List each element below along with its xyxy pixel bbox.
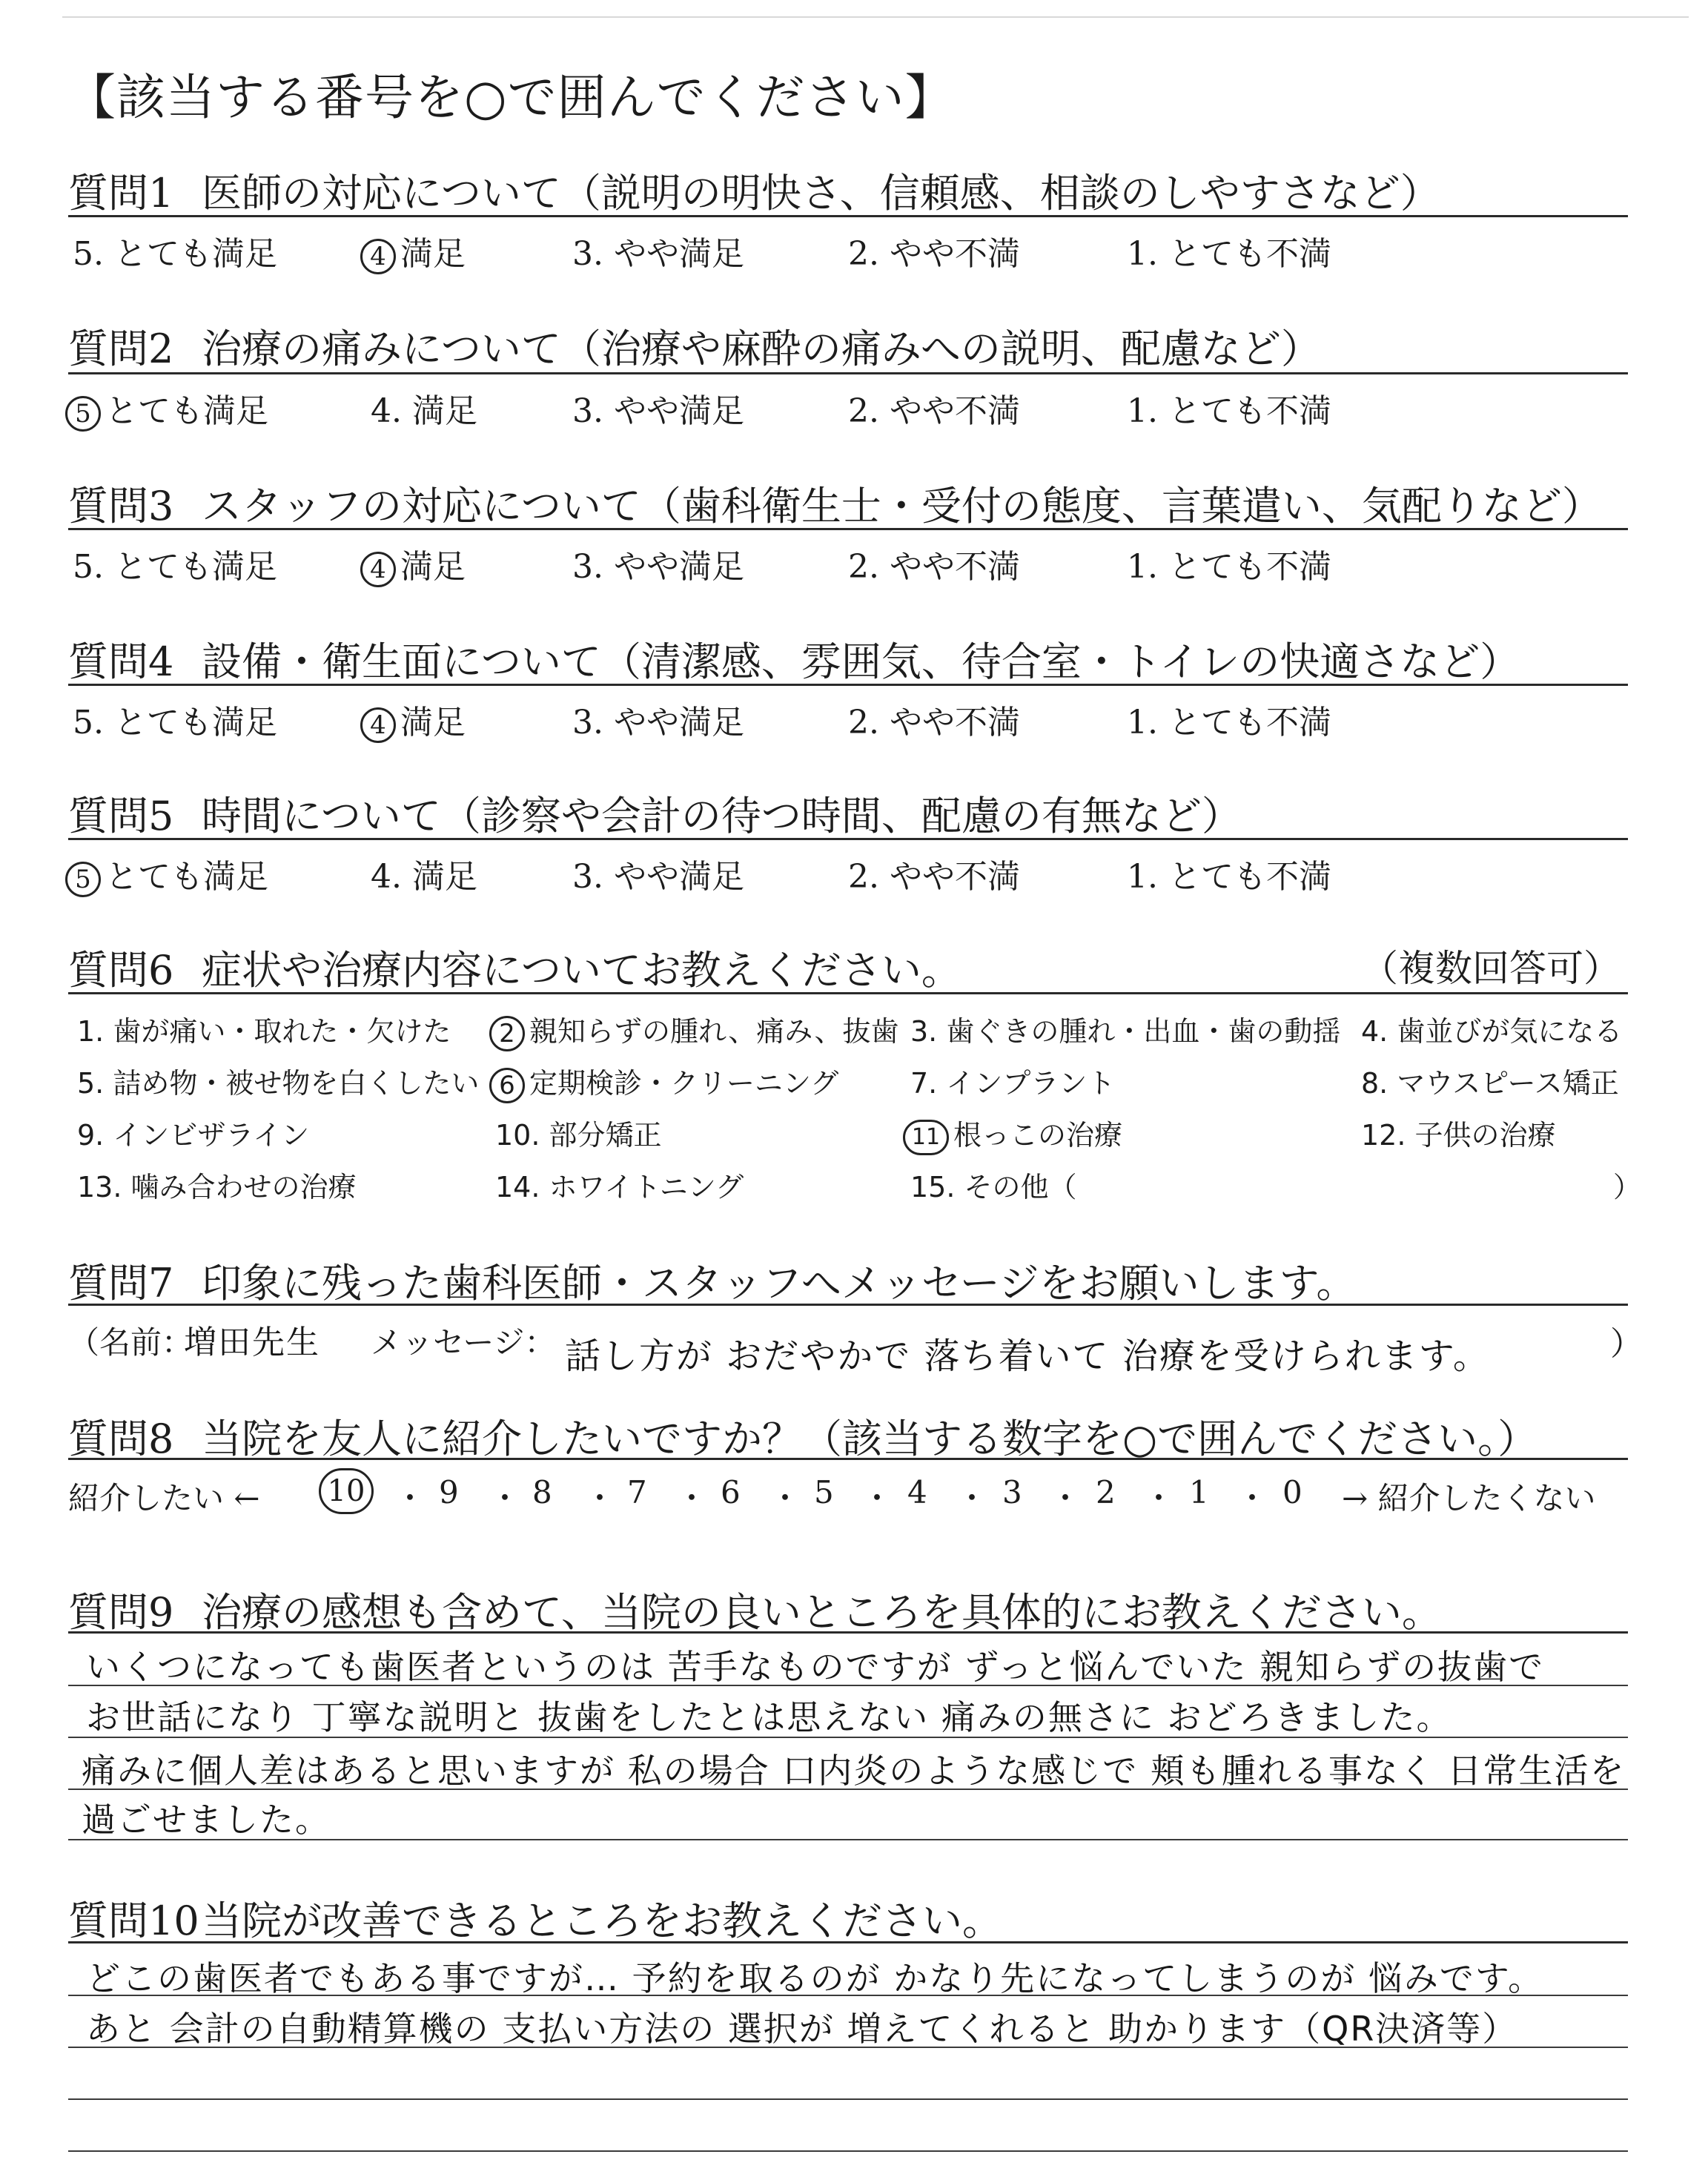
- q4-option-4-selected[interactable]: [360, 696, 466, 743]
- answer-line: [68, 1995, 1628, 1996]
- q6-item-7[interactable]: 7. インプラント: [910, 1067, 1116, 1100]
- q1-option-3[interactable]: 3. やや満足: [572, 235, 744, 273]
- q8-sep: ・: [394, 1480, 426, 1516]
- answer-line: [68, 1737, 1628, 1738]
- q3-rule: [68, 528, 1628, 530]
- q5-number: 質問5: [68, 793, 174, 839]
- q8-score-2[interactable]: 2: [1096, 1474, 1116, 1510]
- q8-sep: ・: [956, 1480, 988, 1516]
- q10-answer-line-1[interactable]: どこの歯医者でもある事ですが… 予約を取るのが かなり先になってしまうのが 悩みです。: [86, 1958, 1544, 1998]
- q6-item-1[interactable]: 1. 歯が痛い・取れた・欠けた: [77, 1015, 451, 1048]
- q1-option-4-selected[interactable]: [360, 227, 466, 274]
- q6-item-9[interactable]: 9. インビザライン: [77, 1119, 310, 1152]
- q3-heading: [68, 475, 1602, 532]
- q5-option-1[interactable]: 1. とても不満: [1127, 858, 1331, 896]
- q6-item-15[interactable]: 15. その他（: [910, 1171, 1077, 1203]
- q8-sep: ・: [769, 1480, 801, 1516]
- answer-line: [68, 1839, 1628, 1840]
- q6-note: （複数回答可）: [1361, 947, 1621, 990]
- q7-rule: [68, 1304, 1628, 1306]
- q5-heading: [68, 785, 1242, 842]
- q8-rule: [68, 1458, 1628, 1460]
- q9-answer-line-1[interactable]: いくつになっても歯医者というのは 苦手なものですが ずっと悩んでいた 親知らずの抜歯で: [86, 1647, 1545, 1687]
- selection-circle: 6: [489, 1068, 525, 1103]
- q10-text: 当院が改善できるところをお教えください。: [202, 1898, 1002, 1944]
- q6-item-5[interactable]: 5. 詰め物・被せ物を白くしたい: [77, 1067, 480, 1100]
- q9-answer-line-4[interactable]: 過ごせました。: [82, 1800, 331, 1840]
- q3-option-1[interactable]: 1. とても不満: [1127, 548, 1331, 586]
- answer-line: [68, 2047, 1628, 2048]
- selection-circle: 4: [360, 707, 396, 743]
- q8-sep: ・: [676, 1480, 708, 1516]
- q7-name-value[interactable]: 増田先生: [184, 1324, 320, 1361]
- q4-option-5[interactable]: 5. とても満足: [73, 704, 277, 742]
- top-border: [62, 16, 1689, 18]
- q8-score-6[interactable]: 6: [721, 1474, 741, 1510]
- q9-heading: [68, 1581, 1442, 1638]
- q1-rule: [68, 215, 1628, 217]
- q8-score-7[interactable]: 7: [627, 1474, 647, 1510]
- q4-number: 質問4: [68, 638, 174, 685]
- q8-sep: ・: [584, 1480, 616, 1516]
- q5-rule: [68, 838, 1628, 840]
- q6-item-6-selected[interactable]: [489, 1060, 838, 1103]
- q8-number: 質問8: [68, 1416, 174, 1462]
- selection-circle: 2: [489, 1016, 525, 1051]
- q10-number: 質問10: [68, 1898, 199, 1944]
- q6-item-2-selected[interactable]: [489, 1008, 899, 1051]
- q8-score-1[interactable]: 1: [1189, 1474, 1209, 1510]
- q6-item-13[interactable]: 13. 噛み合わせの治療: [77, 1171, 357, 1203]
- q8-sep: ・: [861, 1480, 893, 1516]
- q10-answer-line-2[interactable]: あと 会計の自動精算機の 支払い方法の 選択が 増えてくれると 助かります（QR決済等）: [86, 2009, 1518, 2049]
- q8-score-0[interactable]: 0: [1282, 1474, 1302, 1510]
- selection-circle: 4: [360, 552, 396, 587]
- q8-text: 当院を友人に紹介したいですか？（該当する数字を○で囲んでください。）: [202, 1416, 1538, 1462]
- q5-option-4[interactable]: 4. 満足: [371, 858, 477, 896]
- q1-text: 医師の対応について（説明の明快さ、信頼感、相談のしやすさなど）: [202, 170, 1440, 217]
- option-label: とても満足: [105, 858, 268, 896]
- q8-sep: ・: [1050, 1480, 1082, 1516]
- q8-score-3[interactable]: 3: [1002, 1474, 1022, 1510]
- q8-sep: ・: [1237, 1480, 1268, 1516]
- q7-name-label: （名前：: [68, 1324, 193, 1361]
- selection-circle: 4: [360, 239, 396, 274]
- q1-number: 質問1: [68, 170, 174, 217]
- q6-item-3[interactable]: 3. 歯ぐきの腫れ・出血・歯の動揺: [910, 1015, 1341, 1048]
- q2-option-4[interactable]: 4. 満足: [371, 392, 477, 430]
- q3-text: スタッフの対応について（歯科衛生士・受付の態度、言葉遣い、気配りなど）: [202, 483, 1602, 529]
- q6-item-14[interactable]: 14. ホワイトニング: [495, 1171, 744, 1203]
- q8-sep: ・: [1143, 1480, 1175, 1516]
- q9-rule: [68, 1631, 1628, 1634]
- q7-message-value[interactable]: 話し方が おだやかで 落ち着いて 治療を受けられます。: [565, 1335, 1490, 1377]
- q2-option-5-selected[interactable]: [65, 384, 268, 432]
- q6-item-11-selected[interactable]: [903, 1112, 1122, 1155]
- q6-rule: [68, 992, 1628, 994]
- q3-number: 質問3: [68, 483, 174, 529]
- q8-left-label: 紹介したい ←: [68, 1480, 260, 1516]
- q4-option-1[interactable]: 1. とても不満: [1127, 704, 1331, 742]
- q6-item-8[interactable]: 8. マウスピース矯正: [1361, 1067, 1619, 1100]
- q7-message-label: メッセージ：: [371, 1324, 556, 1361]
- answer-line: [68, 2150, 1628, 2152]
- q8-right-label: → 紹介したくない: [1342, 1480, 1596, 1516]
- answer-line: [68, 1789, 1628, 1790]
- q8-score-9[interactable]: 9: [439, 1474, 459, 1510]
- q4-option-2[interactable]: 2. やや不満: [848, 704, 1020, 742]
- q4-heading: [68, 630, 1520, 687]
- q4-rule: [68, 684, 1628, 686]
- q5-option-3[interactable]: 3. やや満足: [572, 858, 744, 896]
- selection-circle: 10: [319, 1468, 374, 1514]
- q5-option-2[interactable]: 2. やや不満: [848, 858, 1020, 896]
- q6-number: 質問6: [68, 947, 174, 994]
- q3-option-4-selected[interactable]: [360, 540, 466, 587]
- q9-answer-line-2[interactable]: お世話になり 丁寧な説明と 抜歯をしたとは思えない 痛みの無さに おどろきました。: [86, 1697, 1452, 1737]
- q4-text: 設備・衛生面について（清潔感、雰囲気、待合室・トイレの快適さなど）: [202, 638, 1520, 685]
- q7-close-paren: ）: [1610, 1325, 1643, 1363]
- q10-heading: [68, 1889, 1002, 1946]
- q5-text: 時間について（診察や会計の待つ時間、配慮の有無など）: [202, 793, 1242, 839]
- q3-option-3[interactable]: 3. やや満足: [572, 548, 744, 586]
- option-label: 親知らずの腫れ、痛み、抜歯: [529, 1015, 899, 1048]
- answer-line: [68, 2098, 1628, 2100]
- selection-circle: 11: [903, 1120, 949, 1155]
- q2-option-1[interactable]: 1. とても不満: [1127, 392, 1331, 430]
- q6-item-15-close: ）: [1613, 1171, 1642, 1203]
- q6-item-4[interactable]: 4. 歯並びが気になる: [1361, 1015, 1623, 1048]
- q9-text: 治療の感想も含めて、当院の良いところを具体的にお教えください。: [202, 1589, 1442, 1636]
- option-label: 満足: [400, 704, 466, 742]
- q2-number: 質問2: [68, 326, 174, 372]
- q8-score-10-selected[interactable]: [319, 1468, 378, 1514]
- option-label: 満足: [400, 548, 466, 586]
- q2-text: 治療の痛みについて（治療や麻酔の痛みへの説明、配慮など）: [202, 326, 1321, 372]
- q6-heading: [68, 939, 961, 996]
- q6-item-10[interactable]: 10. 部分矯正: [495, 1119, 662, 1152]
- q7-text: 印象に残った歯科医師・スタッフへメッセージをお願いします。: [202, 1260, 1357, 1307]
- q3-option-5[interactable]: 5. とても満足: [73, 548, 277, 586]
- option-label: 満足: [400, 235, 466, 273]
- q1-option-2[interactable]: 2. やや不満: [848, 235, 1020, 273]
- q3-option-2[interactable]: 2. やや不満: [848, 548, 1020, 586]
- q2-heading: [68, 317, 1321, 374]
- q9-answer-line-3[interactable]: 痛みに個人差はあると思いますが 私の場合 口内炎のような感じで 頬も腫れる事なく 日常生活を: [82, 1751, 1626, 1791]
- q2-option-2[interactable]: 2. やや不満: [848, 392, 1020, 430]
- q6-text: 症状や治療内容についてお教えください。: [202, 947, 961, 994]
- q2-option-3[interactable]: 3. やや満足: [572, 392, 744, 430]
- q8-sep: ・: [489, 1480, 521, 1516]
- q9-number: 質問9: [68, 1589, 174, 1636]
- option-label: 定期検診・クリーニング: [529, 1067, 839, 1100]
- q6-item-12[interactable]: 12. 子供の治療: [1361, 1119, 1556, 1152]
- option-label: とても満足: [105, 392, 268, 430]
- q10-rule: [68, 1941, 1628, 1943]
- q8-score-4[interactable]: 4: [907, 1474, 927, 1510]
- q2-rule: [68, 372, 1628, 374]
- q1-heading: [68, 162, 1440, 219]
- page-title: 【該当する番号を○で囲んでください】: [67, 69, 955, 126]
- q1-option-5[interactable]: 5. とても満足: [73, 235, 277, 273]
- selection-circle: 5: [65, 862, 101, 897]
- q5-option-5-selected[interactable]: [65, 850, 268, 897]
- selection-circle: 5: [65, 396, 101, 432]
- q1-option-1[interactable]: 1. とても不満: [1127, 235, 1331, 273]
- answer-line: [68, 1685, 1628, 1686]
- q7-number: 質問7: [68, 1260, 174, 1307]
- q8-score-8[interactable]: 8: [532, 1474, 552, 1510]
- q8-heading: [68, 1407, 1537, 1464]
- q4-option-3[interactable]: 3. やや満足: [572, 704, 744, 742]
- q8-score-5[interactable]: 5: [814, 1474, 834, 1510]
- q7-heading: [68, 1252, 1356, 1309]
- option-label: 根っこの治療: [953, 1119, 1123, 1152]
